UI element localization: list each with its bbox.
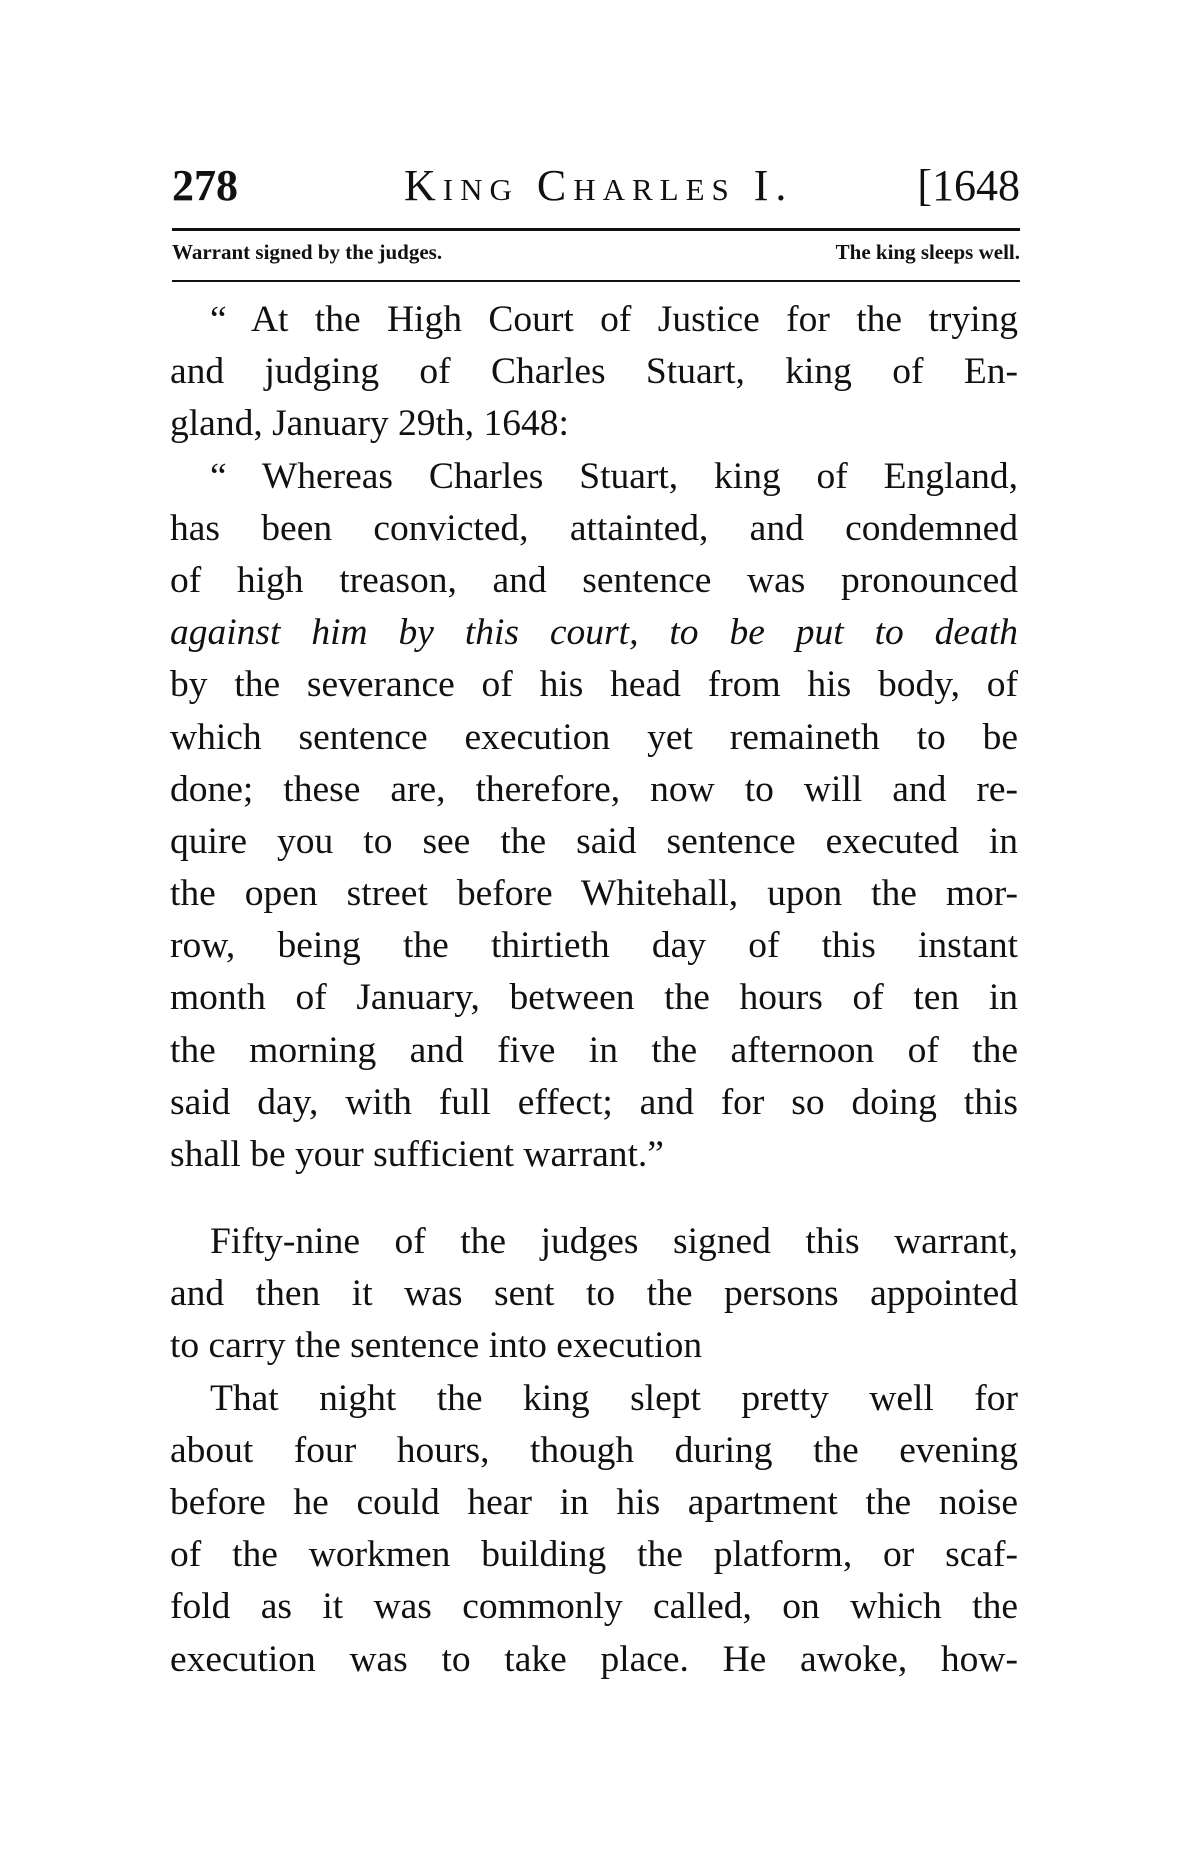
text-line: which sentence execution yet remaineth to be [170, 716, 1018, 758]
text-line: “ At the High Court of Justice for the trying [210, 299, 1018, 340]
text-line: about four hours, though during the evening [170, 1429, 1018, 1471]
text-line: and judging of Charles Stuart, king of En- [170, 351, 1018, 393]
text-line: and then it was sent to the persons appointed [170, 1273, 1018, 1315]
text-line: has been convicted, attainted, and condemned [170, 507, 1018, 549]
text-line: execution was to take place. He awoke, how- [170, 1638, 1018, 1680]
text-line: said day, with full effect; and for so doing this [170, 1081, 1018, 1123]
text-line: to carry the sentence into execution [170, 1325, 703, 1367]
text-line: month of January, between the hours of ten in [170, 977, 1018, 1019]
sidenote-left: Warrant signed by the judges. [172, 240, 443, 264]
text-line: the morning and five in the afternoon of the [170, 1029, 1018, 1071]
text-line: Fifty-nine of the judges signed this warrant, [210, 1221, 1018, 1262]
text-line: against him by this court, to be put to death [170, 612, 1018, 654]
text-line: done; these are, therefore, now to will and re- [170, 768, 1018, 810]
running-title: King Charles I. [404, 161, 794, 210]
page-number: 278 [172, 161, 238, 210]
header-rule-top [172, 228, 1020, 231]
sidenote-right: The king sleeps well. [835, 240, 1020, 264]
warrant-text [170, 294, 1018, 1181]
text-line: row, being the thirtieth day of this instant [170, 925, 1018, 967]
text-line: by the severance of his head from his body, of [170, 664, 1018, 706]
text-line: the open street before Whitehall, upon the mor- [170, 873, 1018, 915]
text-line: of the workmen building the platform, or scaf- [170, 1534, 1018, 1576]
text-line: That night the king slept pretty well for [210, 1377, 1018, 1419]
text-line: before he could hear in his apartment the noise [170, 1481, 1018, 1523]
header-year: [1648 [917, 161, 1020, 210]
text-line: shall be your sufficient warrant.” [170, 1134, 664, 1175]
text-line: quire you to see the said sentence executed in [170, 820, 1018, 862]
text-line: of high treason, and sentence was pronounced [170, 559, 1018, 601]
text-line: fold as it was commonly called, on which the [170, 1586, 1018, 1628]
header-rule-bottom [172, 280, 1020, 282]
narrative-text [170, 1216, 1018, 1686]
text-line: gland, January 29th, 1648: [170, 403, 569, 445]
running-header [172, 160, 1020, 220]
text-line: “ Whereas Charles Stuart, king of England, [210, 455, 1018, 497]
